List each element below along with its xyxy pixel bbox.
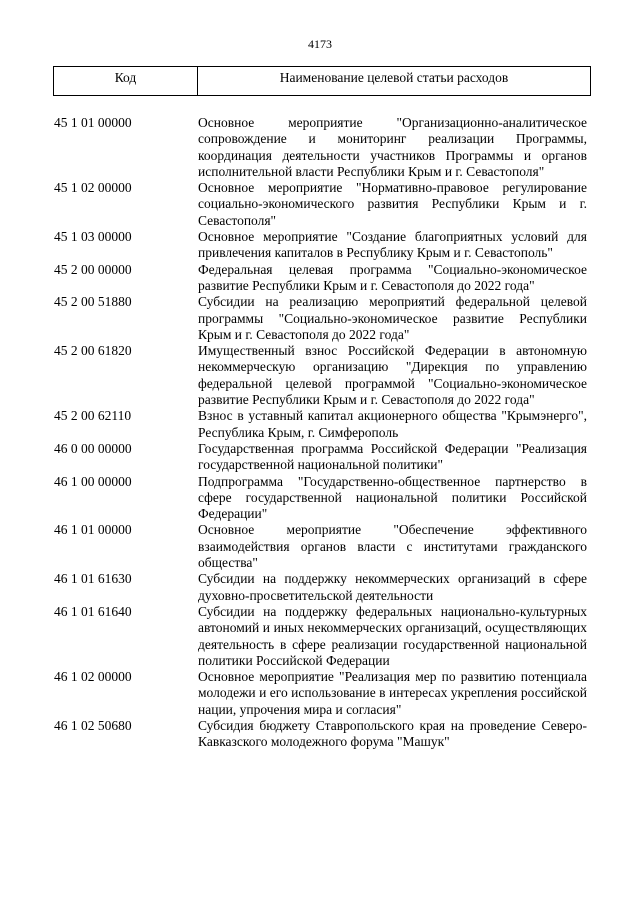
row-description: Взнос в уставный капитал акционерного общества "Крымэнерго", Республика Крым, г. Симферополь — [198, 408, 587, 440]
row-code: 45 2 00 61820 — [54, 343, 132, 359]
table-row — [54, 571, 587, 604]
row-code: 46 1 01 61630 — [54, 571, 132, 587]
table-row — [54, 294, 587, 343]
table-row — [54, 115, 587, 180]
row-code: 45 2 00 62110 — [54, 408, 132, 424]
header-code-label: Код — [54, 67, 198, 95]
table-row — [54, 604, 587, 669]
row-code: 46 1 01 00000 — [54, 522, 132, 538]
row-description: Имущественный взнос Российской Федерации в автономную некоммерческую организацию "Дирекция по управлению федеральной целевой программой "Социально-экономическое развитие Республики Крым и г. Севастополя до 2022 года" — [198, 343, 587, 408]
table-row — [54, 408, 587, 441]
row-code: 46 0 00 00000 — [54, 440, 132, 456]
row-description: Основное мероприятие "Организационно-аналитическое сопровождение и мониторинг реализации Программы, координация деятельности участников Программы и органов исполнительной власти Республики Крым и г. Севастополя" — [198, 115, 587, 179]
row-description: Субсидии на поддержку некоммерческих организаций в сфере духовно-просветительской деятельности — [198, 571, 587, 603]
row-code: 45 1 03 00000 — [54, 229, 132, 245]
row-description: Основное мероприятие "Обеспечение эффективного взаимодействия органов власти с институтами гражданского общества" — [198, 522, 587, 571]
table-row — [54, 441, 587, 474]
table-row — [54, 669, 587, 718]
header-name-label: Наименование целевой статьи расходов — [279, 70, 509, 85]
row-code: 46 1 02 50680 — [54, 717, 132, 733]
table-row — [54, 474, 587, 523]
row-description: Подпрограмма "Государственно-общественное партнерство в сфере государственной национальной политики Российской Федерации" — [198, 473, 587, 522]
row-description: Государственная программа Российской Федерации "Реализация государственной национальной политики" — [198, 440, 587, 473]
table-row — [54, 522, 587, 571]
row-description: Федеральная целевая программа "Социально-экономическое развитие Республики Крым и г. Севастополя до 2022 года" — [198, 261, 587, 293]
row-description: Субсидии на реализацию мероприятий федеральной целевой программы "Социально-экономическое развитие Республики Крым и г. Севастополя до 2022 года" — [198, 294, 587, 342]
row-description: Основное мероприятие "Реализация мер по развитию потенциала молодежи и его использование в интересах укрепления российской нации, упрочения мира и согласия" — [198, 669, 587, 717]
row-code: 45 1 02 00000 — [54, 180, 132, 196]
table-header — [53, 66, 591, 96]
row-code: 45 2 00 00000 — [54, 261, 132, 277]
expense-items-list — [54, 115, 587, 751]
row-code: 46 1 02 00000 — [54, 669, 132, 685]
table-row — [54, 229, 587, 262]
page-number: 4173 — [308, 37, 332, 51]
table-row — [54, 262, 587, 295]
table-row — [54, 718, 587, 751]
row-description: Субсидия бюджету Ставропольского края на проведение Северо-Кавказского молодежного форума "Машук" — [198, 717, 587, 750]
row-code: 45 1 01 00000 — [54, 115, 132, 130]
table-row — [54, 180, 587, 229]
row-description: Основное мероприятие "Нормативно-правовое регулирование социально-экономического развития Республики Крым и г. Севастополя" — [198, 180, 587, 228]
row-code: 46 1 01 61640 — [54, 603, 132, 619]
row-code: 46 1 00 00000 — [54, 473, 132, 489]
row-description: Основное мероприятие "Создание благоприятных условий для привлечения капиталов в Республику Крым и г. Севастополь" — [198, 229, 587, 261]
row-code: 45 2 00 51880 — [54, 294, 132, 310]
table-row — [54, 343, 587, 408]
row-description: Субсидии на поддержку федеральных национально-культурных автономий и иных некоммерческих организаций, осуществляющих деятельность в сфере реализации государственной национальной политики Российской Федерации — [198, 603, 587, 668]
